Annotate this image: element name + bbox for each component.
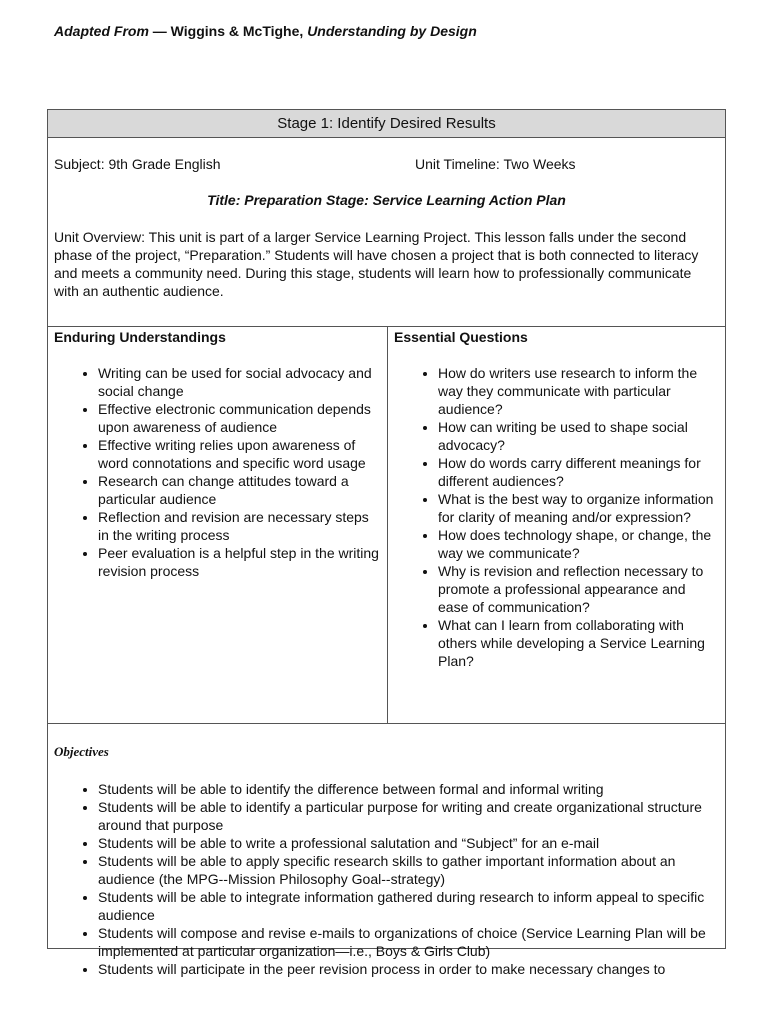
list-item: • Students will be able to identify a particular purpose for writing and create organizational structure around that purpose	[98, 798, 717, 834]
objectives-list	[54, 780, 717, 978]
list-item: • How can writing be used to shape social advocacy?	[438, 418, 717, 454]
list-item: • Why is revision and reflection necessary to promote a professional appearance and ease of communication?	[438, 562, 717, 616]
list-item: • Students will compose and revise e-mails to organizations of choice (Service Learning Plan will be implemented at particular organization—i.e., Boys & Girls Club)	[98, 924, 717, 960]
attribution-book-title: Understanding by Design	[307, 23, 477, 39]
list-item: • Students will participate in the peer revision process in order to make necessary changes to	[98, 960, 717, 978]
enduring-understandings-list	[54, 364, 379, 580]
essential-questions-list	[394, 364, 717, 670]
unit-title: Title: Preparation Stage: Service Learning Action Plan	[207, 192, 566, 208]
enduring-understandings-heading: Enduring Understandings	[54, 329, 226, 345]
subject-text: Subject: 9th Grade English	[54, 156, 221, 172]
list-item: • What can I learn from collaborating with others while developing a Service Learning Plan?	[438, 616, 717, 670]
list-item: • Students will be able to apply specific research skills to gather important information about an audience (the MPG--Mission Philosophy Goal--strategy)	[98, 852, 717, 888]
essential-questions-cell	[388, 327, 725, 723]
list-item: • What is the best way to organize information for clarity of meaning and/or expression?	[438, 490, 717, 526]
list-item: • How do words carry different meanings for different audiences?	[438, 454, 717, 490]
objectives-heading: Objectives	[54, 744, 109, 759]
stage-one-table	[47, 109, 726, 977]
list-item: • Peer evaluation is a helpful step in the writing revision process	[98, 544, 379, 580]
list-item: • Writing can be used for social advocacy and social change	[98, 364, 379, 400]
unit-timeline-text: Unit Timeline: Two Weeks	[415, 156, 576, 172]
list-item: • Effective writing relies upon awareness of word connotations and specific word usage	[98, 436, 379, 472]
list-item: • Reflection and revision are necessary steps in the writing process	[98, 508, 379, 544]
attribution-prefix: Adapted From	[54, 23, 149, 39]
attribution-authors: — Wiggins & McTighe,	[148, 23, 308, 39]
list-item: • Research can change attitudes toward a particular audience	[98, 472, 379, 508]
list-item: • How do writers use research to inform the way they communicate with particular audience?	[438, 364, 717, 418]
essential-questions-heading: Essential Questions	[394, 329, 528, 345]
list-item: • How does technology shape, or change, the way we communicate?	[438, 526, 717, 562]
list-item: • Students will be able to write a professional salutation and “Subject” for an e-mail	[98, 834, 717, 852]
list-item: • Students will be able to integrate information gathered during research to inform appeal to specific audience	[98, 888, 717, 924]
unit-info-row	[48, 138, 725, 327]
understandings-questions-row	[48, 327, 725, 724]
unit-overview: Unit Overview: This unit is part of a larger Service Learning Project. This lesson falls under the second phase of the project, “Preparation.” Students will have chosen a project that is both connected to literacy and meets a community need. During this stage, students will learn how to professionally communicate with an authentic audience.	[54, 229, 699, 299]
enduring-understandings-cell	[48, 327, 388, 723]
attribution-line	[54, 23, 477, 39]
list-item: • Effective electronic communication depends upon awareness of audience	[98, 400, 379, 436]
stage-header: Stage 1: Identify Desired Results	[48, 110, 725, 138]
objectives-cell	[48, 724, 725, 978]
list-item: • Students will be able to identify the difference between formal and informal writing	[98, 780, 717, 798]
